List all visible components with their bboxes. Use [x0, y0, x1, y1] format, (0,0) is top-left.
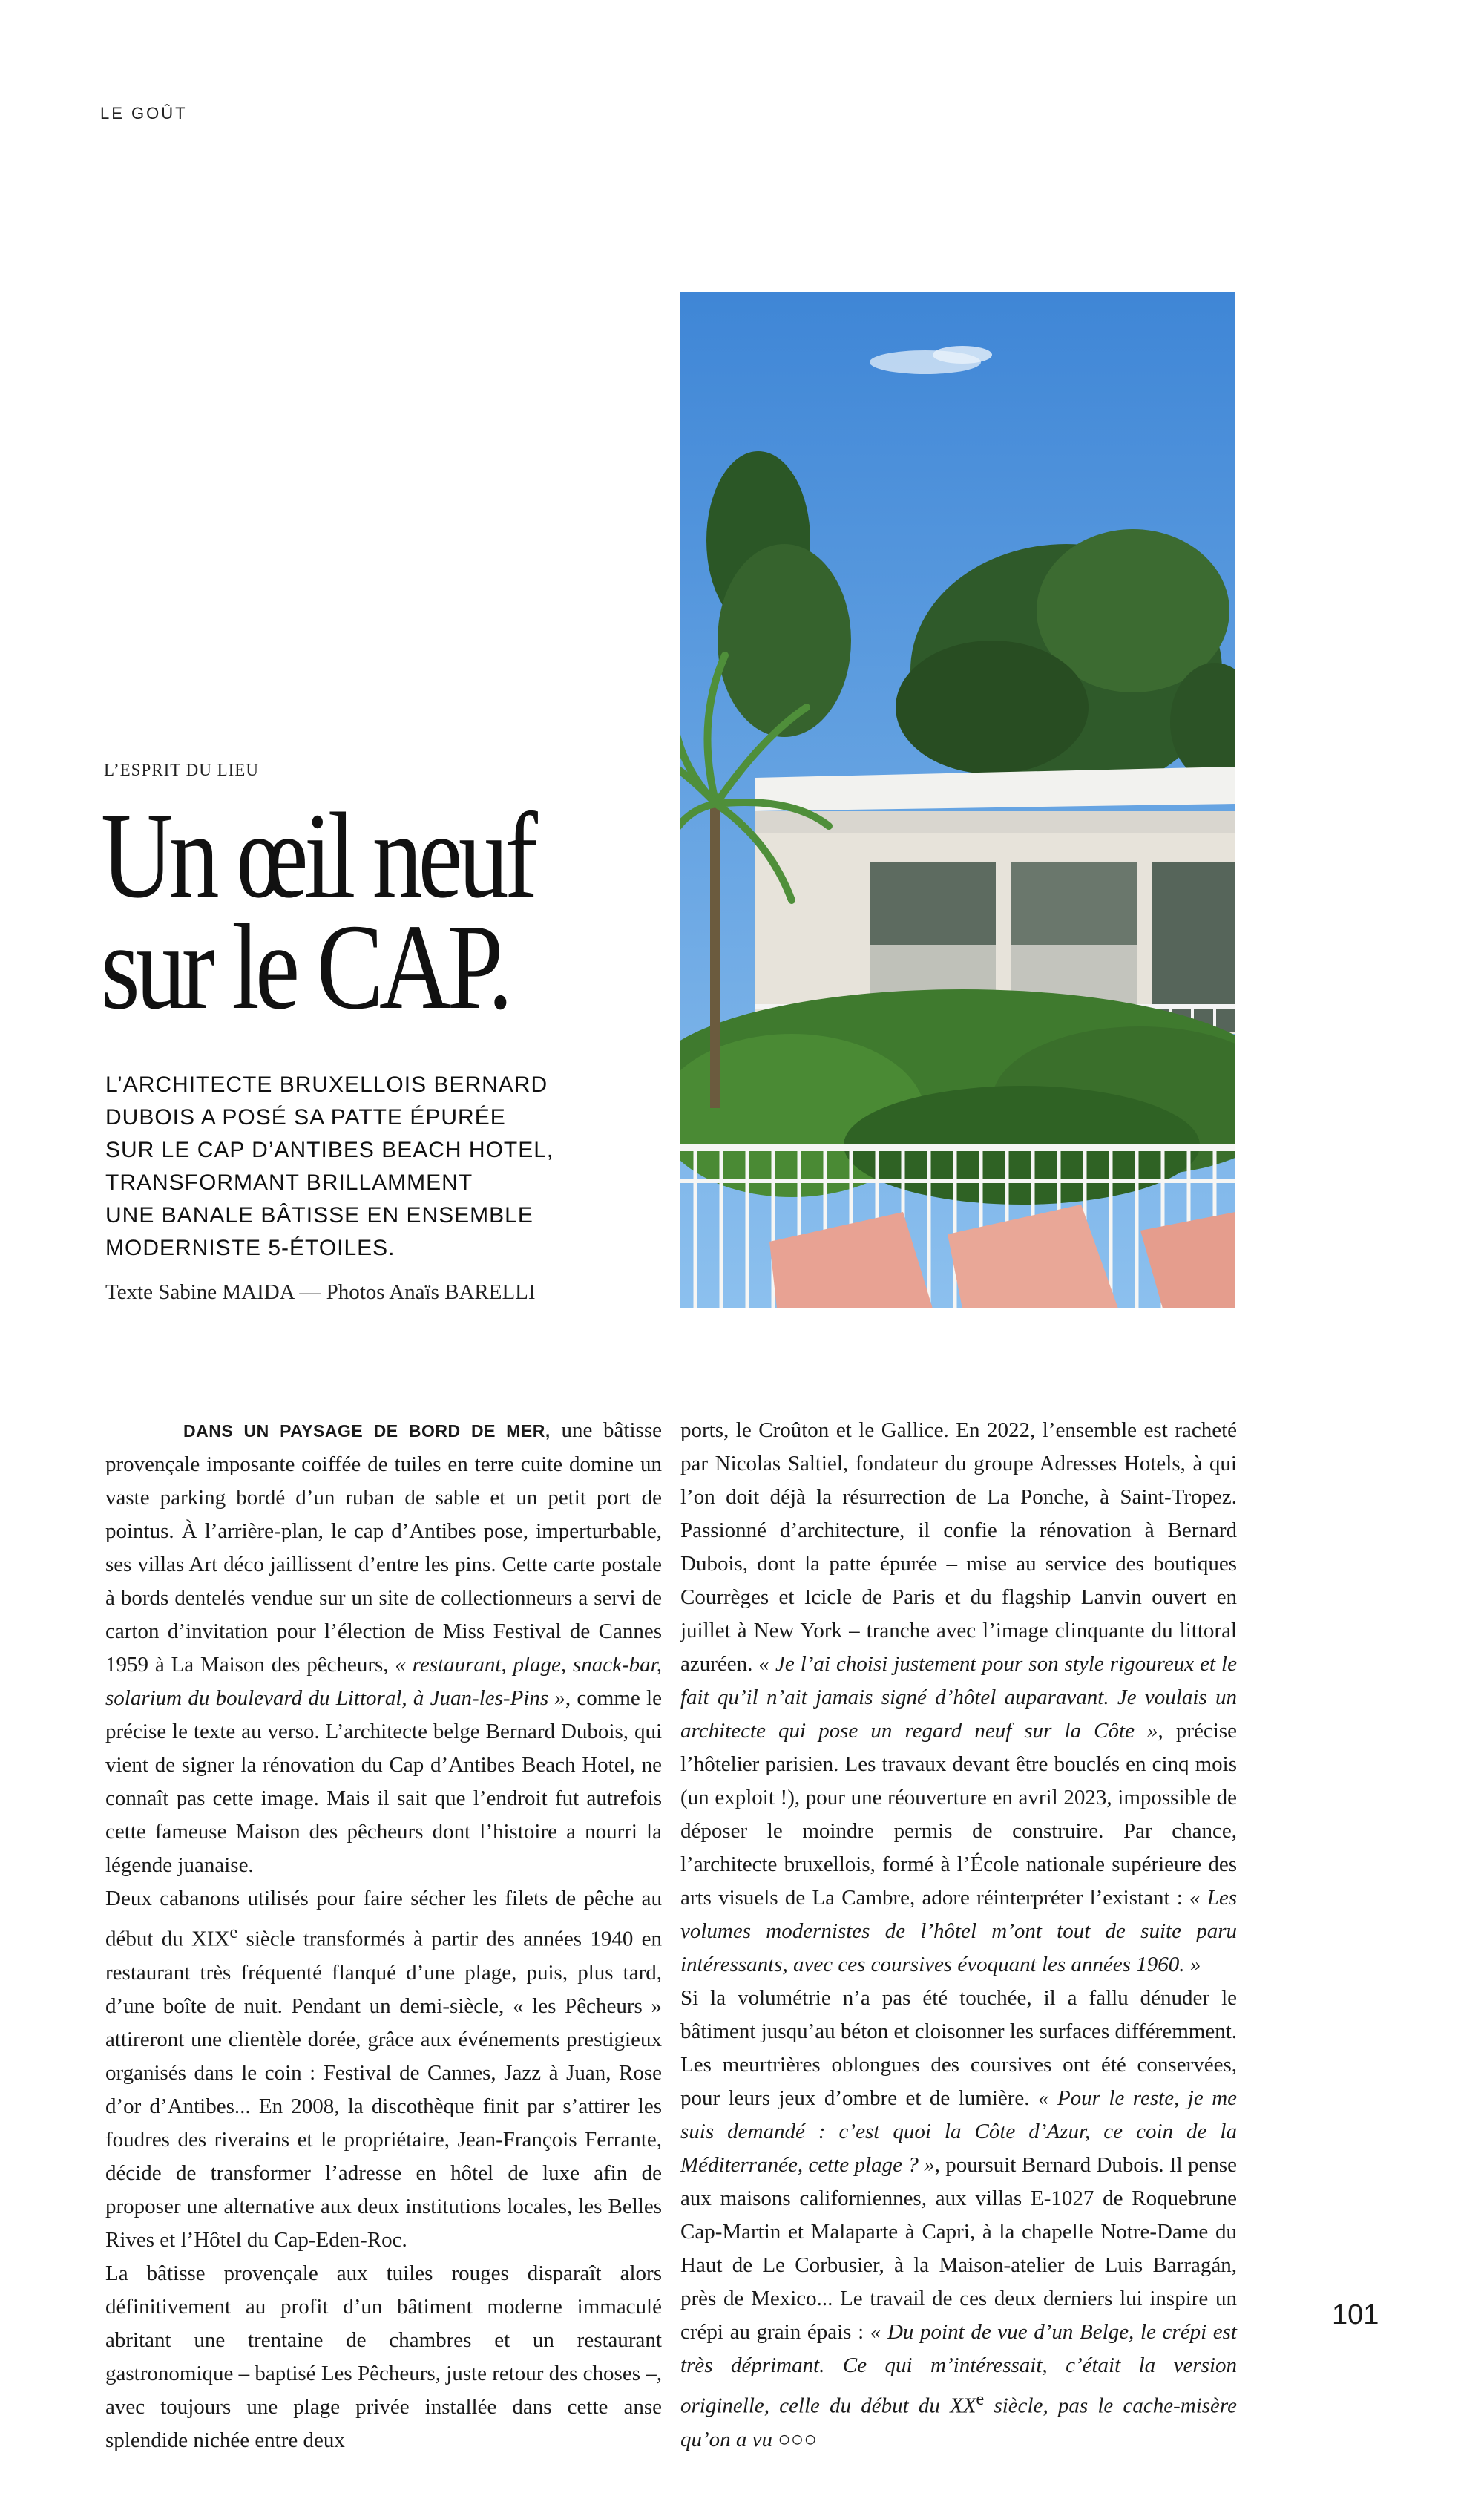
quote-text: « Du point de vue d’un Belge, le crépi est très déprimant. Ce qui m’intéressait, c’était la version originelle, celle du début du XX: [680, 2320, 1237, 2418]
deck-line: DUBOIS A POSÉ SA PATTE ÉPURÉE: [105, 1105, 506, 1130]
quote-text: « Les volumes modernistes de l’hôtel m’ont tout de suite paru intéressants, avec ces coursives évoquant les années 1960. »: [680, 1886, 1237, 1976]
deck-line: TRANSFORMANT BRILLAMMENT: [105, 1170, 473, 1195]
quote-text: « restaurant, plage, snack-bar, solarium du boulevard du Littoral, à Juan-les-Pins »: [105, 1653, 662, 1710]
superscript: e: [229, 1922, 238, 1942]
deck-line: UNE BANALE BÂTISSE EN ENSEMBLE: [105, 1203, 533, 1228]
article-credits: Texte Sabine MAIDA — Photos Anaïs BARELLI: [105, 1280, 536, 1304]
body-text: La bâtisse provençale aux tuiles rouges disparaît alors définitivement au profit d’un bâtiment moderne immaculé abritant une trentaine de chambres et un restaurant gastronomique – baptisé Les Pêcheurs, juste retour des choses –, avec toujours une plage privée installée dans cette anse splendide nichée entre deux: [105, 2261, 662, 2452]
title-line: Un œil neuf: [101, 787, 534, 923]
article-kicker: L’ESPRIT DU LIEU: [104, 761, 259, 779]
deck-line: MODERNISTE 5-ÉTOILES.: [105, 1236, 395, 1260]
body-paragraph: [105, 1414, 662, 1882]
quote-text: « Je l’ai choisi justement pour son style rigoureux et le fait qu’il n’ait jamais signé d’hôtel auparavant. Je voulais un architecte qui pose un regard neuf sur la Côte »: [680, 1652, 1237, 1743]
body-text: une bâtisse provençale imposante coiffée de tuiles en terre cuite domine un vaste parking bordé d’un ruban de sable et un petit port de pointus. À l’arrière-plan, le cap d’Antibes pose, imperturbable, ses villas Art déco jaillissent d’entre les pins. Cette carte postale à bords dentelés vendue sur un site de collectionneurs a servi de carton d’invitation pour l’élection de Miss Festival de Cannes 1959 à La Maison des pêcheurs,: [105, 1418, 662, 1677]
body-text: , précise l’hôtelier parisien. Les travaux devant être bouclés en cinq mois (un exploit !), pour une réouverture en avril 2023, impossible de déposer le moindre permis de construire. Par chance, l’architecte bruxellois, formé à l’École nationale supérieure des arts visuels de La Cambre, adore réinterpréter l’existant :: [680, 1719, 1237, 1910]
article-title: [101, 787, 539, 1035]
title-line: sur le CAP.: [101, 899, 509, 1035]
body-column-left: [105, 1414, 662, 2457]
deck-line: L’ARCHITECTE BRUXELLOIS BERNARD: [105, 1072, 548, 1097]
body-paragraph: [105, 1882, 662, 2257]
body-text: , poursuit Bernard Dubois. Il pense aux maisons californiennes, aux villas E-1027 de Roquebrune Cap-Martin et Malaparte à Capri, à la chapelle Notre-Dame du Haut de Le Corbusier, à la Maison-atelier de Luis Barragán, près de Mexico... Le travail de ces deux derniers lui inspire un crépi au grain épais :: [680, 2153, 1237, 2344]
body-text: siècle transformés à partir des années 1940 en restaurant très fréquenté flanqué d’une plage, puis, plus tard, d’une boîte de nuit. Pendant un demi-siècle, « les Pêcheurs » attireront une clientèle dorée, grâce aux événements prestigieux organisés dans le coin : Festival de Cannes, Jazz à Juan, Rose d’or d’Antibes... En 2008, la discothèque finit par s’attirer les foudres des riverains et le propriétaire, Jean-François Ferrante, décide de transformer l’adresse en hôtel de luxe afin de proposer une alternative aux deux institutions locales, les Belles Rives et l’Hôtel du Cap-Eden-Roc.: [105, 1927, 662, 2252]
lead-in: DANS UN PAYSAGE DE BORD DE MER,: [183, 1421, 551, 1441]
page-number: 101: [1332, 2299, 1379, 2330]
article-deck: [105, 1069, 625, 1265]
quote-text: siècle, pas le cache-misère qu’on a vu: [680, 2394, 1237, 2451]
body-paragraph: [680, 1982, 1237, 2457]
body-column-right: [680, 1414, 1237, 2457]
superscript: e: [976, 2389, 985, 2409]
body-text: Deux cabanons utilisés pour faire sécher les filets de pêche au début du XIX: [105, 1887, 662, 1951]
body-paragraph: [680, 1414, 1237, 1982]
deck-line: SUR LE CAP D’ANTIBES BEACH HOTEL,: [105, 1138, 554, 1162]
body-text: Si la volumétrie n’a pas été touchée, il a fallu dénuder le bâtiment jusqu’au béton et cloisonner les surfaces différemment. Les meurtrières oblongues des coursives ont été conservées, pour leurs jeux d’ombre et de lumière.: [680, 1986, 1238, 2110]
body-text: , comme le précise le texte au verso. L’architecte belge Bernard Dubois, qui vient de signer la rénovation du Cap d’Antibes Beach Hotel, ne connaît pas cette image. Mais il sait que l’endroit fut autrefois cette fameuse Maison des pêcheurs dont l’histoire a nourri la légende juanaise.: [105, 1686, 662, 1877]
quote-text: « Pour le reste, je me suis demandé : c’est quoi la Côte d’Azur, ce coin de la Méditerranée, cette plage ? »: [680, 2086, 1238, 2177]
continued-mark: ○○○: [772, 2427, 817, 2451]
body-text: ports, le Croûton et le Gallice. En 2022, l’ensemble est racheté par Nicolas Saltiel, fondateur du groupe Adresses Hotels, à qui l’on doit déjà la résurrection de La Ponche, à Saint-Tropez. Passionné d’architecture, il confie la rénovation à Bernard Dubois, dont la patte épurée – mise au service des boutiques Courrèges et Icicle de Paris et du flagship Lanvin ouvert en juillet à New York – tranche avec l’image clinquante du littoral azuréen.: [680, 1418, 1237, 1676]
body-paragraph: [105, 2257, 662, 2457]
section-label: LE GOÛT: [100, 104, 188, 122]
hotel-photo: [680, 292, 1235, 1308]
